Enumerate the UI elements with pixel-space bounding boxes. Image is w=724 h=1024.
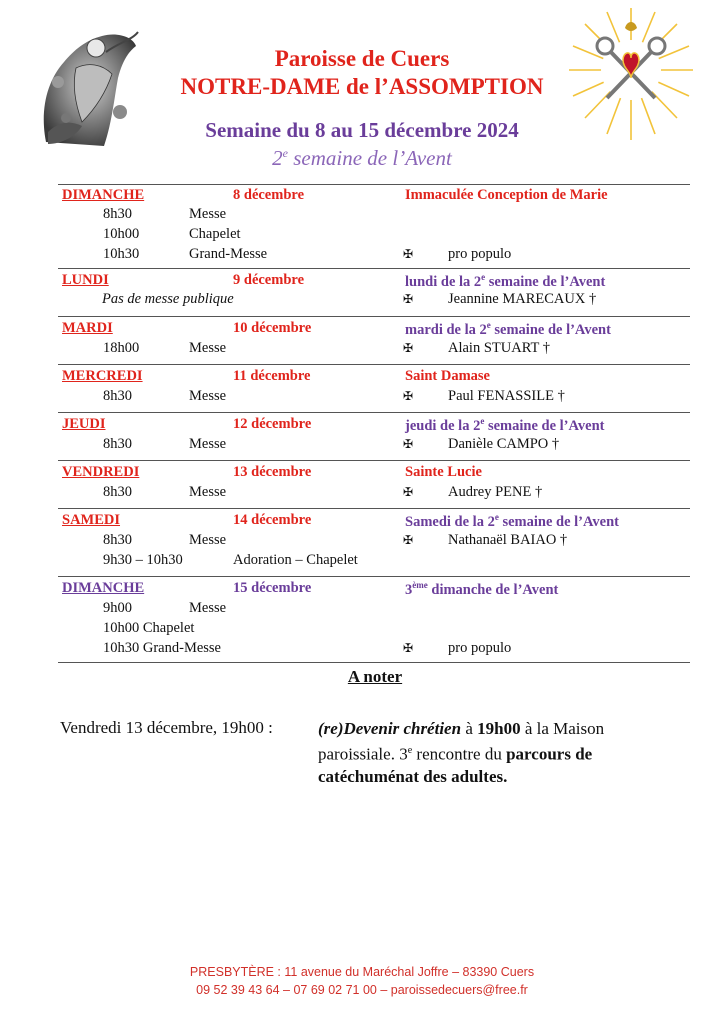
row-divider	[58, 184, 690, 185]
feast-superscript: ème	[412, 580, 428, 590]
announcement-fragment: rencontre du	[412, 744, 507, 764]
no-mass-note: Pas de messe publique	[102, 291, 234, 307]
day-name: SAMEDI	[62, 512, 121, 528]
cross-icon: ✠	[403, 641, 414, 655]
row-divider	[58, 662, 690, 663]
day-name: JEUDI	[62, 416, 106, 432]
announcement-fragment: à la Maison paroissiale. 3	[318, 719, 605, 764]
mass-intention: Nathanaël BAIAO †	[448, 532, 568, 548]
advent-text: semaine de l’Avent	[287, 146, 452, 170]
event-program: parcours de catéchuménat des adultes.	[318, 744, 593, 786]
mass-intention: Danièle CAMPO †	[448, 436, 560, 452]
service-activity: Messe	[189, 600, 227, 616]
footer-address: PRESBYTÈRE : 11 avenue du Maréchal Joffre – 83390 Cuers	[189, 965, 535, 979]
day-feast: Saint Damase	[405, 368, 490, 384]
notes-heading: A noter	[347, 667, 403, 686]
service-activity: Messe	[189, 388, 227, 404]
service-time: 8h30	[103, 436, 132, 452]
row-divider	[58, 316, 690, 317]
service-activity: Messe	[189, 532, 227, 548]
announcement-superscript: e	[407, 745, 413, 756]
feast-text: 3	[405, 581, 413, 598]
service-activity: Messe	[189, 484, 227, 500]
service-time: 18h00	[103, 340, 140, 356]
day-name: LUNDI	[62, 272, 109, 288]
service-activity: Grand-Messe	[189, 246, 268, 262]
feast-text: semaine de l’Avent	[484, 417, 605, 434]
week-heading: Semaine du 8 au 15 décembre 2024	[205, 118, 519, 142]
service-time: 10h00	[103, 226, 140, 242]
mass-intention: pro populo	[448, 640, 512, 656]
day-date: 14 décembre	[233, 512, 312, 528]
service-time: 8h30	[103, 484, 132, 500]
day-feast: Immaculée Conception de Marie	[405, 187, 608, 203]
feast-superscript: e	[480, 416, 485, 426]
row-divider	[58, 460, 690, 461]
feast-text: semaine de l’Avent	[490, 321, 611, 338]
day-name: MARDI	[62, 320, 113, 336]
cross-icon: ✠	[403, 485, 414, 499]
day-date: 9 décembre	[233, 272, 304, 288]
cross-icon: ✠	[403, 247, 414, 261]
feast-superscript: e	[486, 320, 491, 330]
day-feast	[405, 320, 611, 339]
feast-text: semaine de l’Avent	[498, 513, 619, 530]
feast-text: jeudi de la 2	[405, 417, 481, 434]
service-activity: Messe	[189, 436, 227, 452]
parish-title: Paroisse de Cuers	[274, 46, 450, 71]
day-date: 8 décembre	[233, 187, 304, 203]
announcement-fragment: à	[461, 719, 478, 738]
row-divider	[58, 268, 690, 269]
feast-text: semaine de l’Avent	[485, 273, 606, 290]
feast-superscript: e	[494, 512, 499, 522]
service-line: 10h30 Grand-Messe	[103, 640, 221, 656]
day-feast	[405, 416, 604, 435]
feast-text: Samedi de la 2	[405, 513, 495, 530]
cross-icon: ✠	[403, 533, 414, 547]
feast-text: dimanche de l’Avent	[427, 581, 559, 598]
day-feast	[405, 512, 619, 531]
service-activity: Messe	[189, 206, 227, 222]
mass-intention: Paul FENASSILE †	[448, 388, 565, 404]
row-divider	[58, 508, 690, 509]
feast-superscript: e	[481, 272, 486, 282]
feast-text: lundi de la 2	[405, 273, 482, 290]
cross-icon: ✠	[403, 341, 414, 355]
day-date: 10 décembre	[233, 320, 312, 336]
event-title: (re)Devenir chrétien	[318, 719, 462, 738]
announcement-text	[318, 718, 668, 788]
day-feast	[405, 580, 558, 599]
cross-icon: ✠	[403, 437, 414, 451]
feast-text: mardi de la 2	[405, 321, 487, 338]
service-activity: Chapelet	[189, 226, 241, 242]
mass-intention: pro populo	[448, 246, 512, 262]
day-name: MERCREDI	[62, 368, 143, 384]
service-time: 8h30	[103, 206, 132, 222]
service-line: 10h00 Chapelet	[103, 620, 195, 636]
day-name: DIMANCHE	[62, 187, 145, 203]
service-activity: Messe	[189, 340, 227, 356]
day-date: 13 décembre	[233, 464, 312, 480]
row-divider	[58, 412, 690, 413]
row-divider	[58, 364, 690, 365]
advent-number: 2	[272, 146, 283, 170]
cross-icon: ✠	[403, 389, 414, 403]
service-time: 9h00	[103, 600, 132, 616]
service-time: 8h30	[103, 532, 132, 548]
day-feast: Sainte Lucie	[405, 464, 482, 480]
day-date: 12 décembre	[233, 416, 312, 432]
day-name: VENDREDI	[62, 464, 140, 480]
service-activity: Adoration – Chapelet	[233, 552, 358, 568]
day-name: DIMANCHE	[62, 580, 145, 596]
advent-subtitle	[0, 146, 724, 171]
advent-superscript: e	[282, 146, 288, 160]
day-date: 11 décembre	[233, 368, 311, 384]
service-time: 8h30	[103, 388, 132, 404]
church-title: NOTRE-DAME de l’ASSOMPTION	[180, 74, 544, 99]
footer-contact: 09 52 39 43 64 – 07 69 02 71 00 – paroissedecuers@free.fr	[196, 983, 528, 997]
mass-intention: Jeannine MARECAUX †	[448, 291, 597, 307]
cross-icon: ✠	[403, 292, 414, 306]
row-divider	[58, 576, 690, 577]
service-time: 9h30 – 10h30	[103, 552, 183, 568]
day-feast	[405, 272, 605, 291]
service-time: 10h30	[103, 246, 140, 262]
day-date: 15 décembre	[233, 580, 312, 596]
mass-intention: Audrey PENE †	[448, 484, 543, 500]
mass-intention: Alain STUART †	[448, 340, 550, 356]
event-time: 19h00	[477, 719, 521, 738]
announcement-date: Vendredi 13 décembre, 19h00 :	[60, 718, 273, 737]
